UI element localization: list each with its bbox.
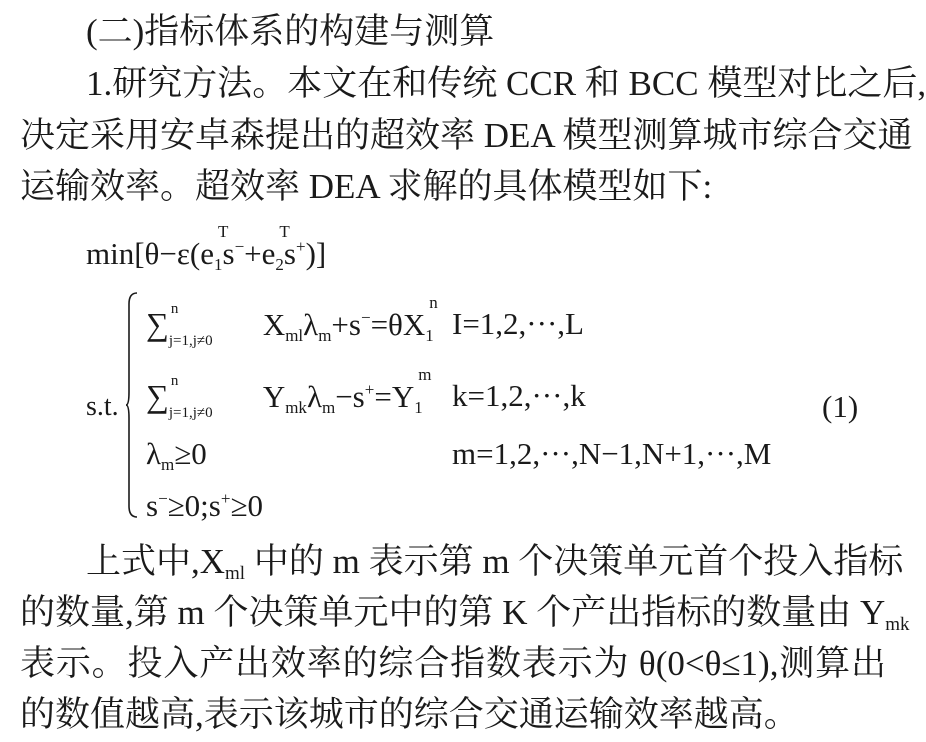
method-line-2: 决定采用安卓森提出的超效率 DEA 模型测算城市综合交通 (20, 116, 913, 155)
explain-line-4: 的数值越高,表示该城市的综合交通运输效率越高。 (20, 695, 799, 734)
equation-number: (1) (822, 389, 859, 424)
section-heading: (二)指标体系的构建与测算 (86, 12, 495, 51)
method-line-1: 1.研究方法。本文在和传统 CCR 和 BCC 模型对比之后, (86, 64, 926, 103)
explain-line-3: 表示。投入产出效率的综合指数表示为 θ(0<θ≤1),测算出 (20, 644, 886, 683)
constraint-row-3: $\lambda_m\ge 0$ (146, 436, 207, 474)
method-line-3: 运输效率。超效率 DEA 求解的具体模型如下: (20, 167, 713, 206)
constraint-cond-2: k=1,2,···,k (452, 378, 586, 413)
explain-line-1: 上式中$,X_{ml}$ 中的 m 表示第 m 个决策单元首个投入指标 (86, 542, 904, 584)
subject-to-label: s.t. (86, 391, 119, 422)
constraint-row-1: ∑ n $_{j=1,j\ne 0}$ $X_{ml}\lambda_m+s^-=\theta X$ n $_1$ (146, 293, 438, 349)
constraint-cond-1: I=1,2,···,L (452, 306, 584, 341)
constraint-brace (126, 292, 138, 518)
objective-function: min[θ−ε(e T $_1$s−+e T $_2$s+)] (86, 222, 327, 274)
explain-line-2: 的数量,第 m 个决策单元中的第 K 个产出指标的数量由 $Y_{mk}$ (20, 593, 910, 635)
constraint-cond-3: m=1,2,···,N−1,N+1,···,M (452, 436, 772, 471)
constraint-row-2: ∑ n $_{j=1,j\ne 0}$ $Y_{mk}\lambda_m-s^+=Y$ m $_1$ (146, 365, 432, 421)
constraint-row-4: s−≥0;s+≥0 (146, 488, 263, 523)
